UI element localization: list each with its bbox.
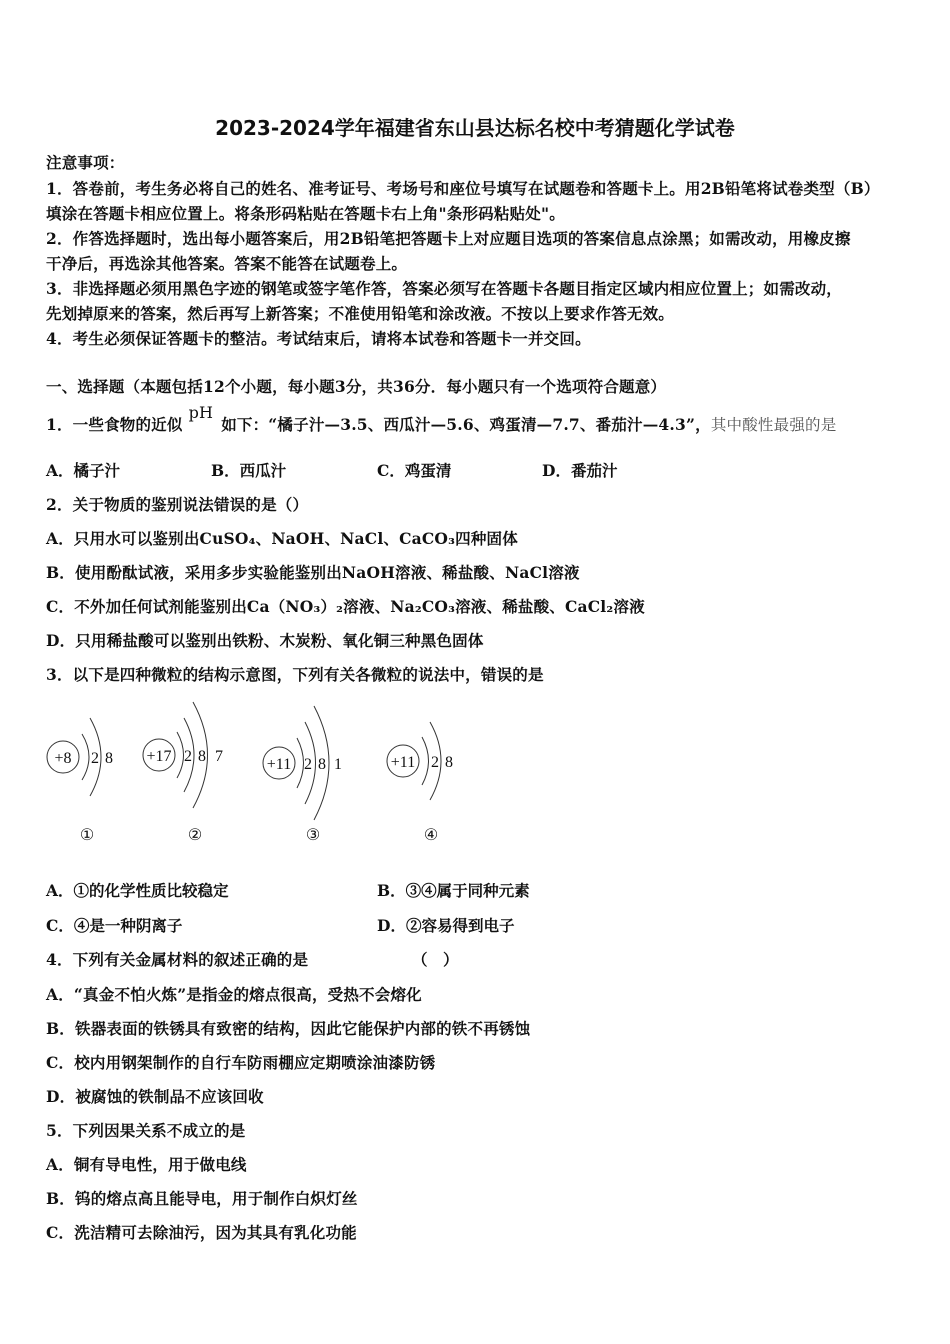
shell-electrons: 2 — [184, 748, 192, 765]
q2-option-d: D．只用稀盐酸可以鉴别出铁粉、木炭粉、氧化铜三种黑色固体 — [46, 631, 484, 650]
shell-electrons: 8 — [198, 748, 206, 765]
shell-electrons: 8 — [105, 750, 113, 767]
notice-line: 先划掉原来的答案，然后再写上新答案；不准使用铅笔和涂改液。不按以上要求作答无效。 — [46, 304, 675, 323]
particle-label: ② — [187, 827, 203, 844]
question-5-stem: 5．下列因果关系不成立的是 — [46, 1121, 246, 1140]
q3-option-d: D．②容易得到电子 — [377, 916, 515, 935]
q1-stem-c: 其中酸性最强的是 — [710, 416, 837, 434]
q3-option-c: C．④是一种阴离子 — [46, 916, 183, 935]
ph-symbol: pH — [188, 403, 214, 422]
q1-stem-a: 1．一些食物的近似 — [46, 415, 183, 434]
nucleus-charge: +8 — [54, 750, 72, 767]
question-3-stem: 3．以下是四种微粒的结构示意图，下列有关各微粒的说法中，错误的是 — [46, 665, 544, 684]
q5-option-b: B．钨的熔点高且能导电，用于制作白炽灯丝 — [46, 1189, 358, 1208]
q2-option-c: C．不外加任何试剂能鉴别出Ca（NO₃）₂溶液、Na₂CO₃溶液、稀盐酸、CaCl₂溶液 — [46, 597, 645, 616]
q1-option-a: A．橘子汁 — [46, 461, 121, 480]
page-title: 2023-2024学年福建省东山县达标名校中考猜题化学试卷 — [215, 116, 735, 140]
notice-line: 1．答卷前，考生务必将自己的姓名、准考证号、考场号和座位号填写在试题卷和答题卡上。用2B铅笔将试卷类型（B） — [46, 179, 880, 198]
shell-electrons: 7 — [215, 748, 223, 765]
q4-option-b: B．铁器表面的铁锈具有致密的结构，因此它能保护内部的铁不再锈蚀 — [46, 1019, 531, 1038]
particle-2-diagram — [143, 702, 223, 844]
particle-label: ④ — [423, 827, 439, 844]
q4-answer-blank: （ ） — [412, 950, 459, 969]
notice-heading: 注意事项： — [46, 153, 125, 172]
particle-label: ③ — [305, 827, 321, 844]
nucleus-charge: +11 — [266, 756, 292, 773]
section-heading: 一、选择题（本题包括12个小题，每小题3分，共36分．每小题只有一个选项符合题意） — [46, 377, 667, 396]
notice-line: 4．考生必须保证答题卡的整洁。考试结束后，请将本试卷和答题卡一并交回。 — [46, 329, 591, 348]
shell-electrons: 8 — [318, 756, 326, 773]
q2-option-a: A．只用水可以鉴别出CuSO₄、NaOH、NaCl、CaCO₃四种固体 — [46, 529, 518, 548]
q3-option-a: A．①的化学性质比较稳定 — [46, 881, 229, 900]
question-2-stem: 2．关于物质的鉴别说法错误的是（） — [46, 495, 309, 514]
shell-electrons: 1 — [334, 756, 342, 773]
shell-electrons: 2 — [304, 756, 312, 773]
q2-option-b: B．使用酚酞试液，采用多步实验能鉴别出NaOH溶液、稀盐酸、NaCl溶液 — [46, 563, 580, 582]
particle-3-diagram — [263, 706, 342, 844]
question-4-stem: 4．下列有关金属材料的叙述正确的是 — [46, 950, 309, 969]
notice-line: 3．非选择题必须用黑色字迹的钢笔或签字笔作答，答案必须写在答题卡各题目指定区域内相应位置上；如需改动， — [46, 279, 842, 298]
q1-option-b: B．西瓜汁 — [211, 461, 287, 480]
notice-line: 2．作答选择题时，选出每小题答案后，用2B铅笔把答题卡上对应题目选项的答案信息点涂黑；如需改动，用橡皮擦 — [46, 229, 851, 248]
q1-stem-b: 如下：“橘子汁—3.5、西瓜汁—5.6、鸡蛋清—7.7、番茄汁—4.3”， — [221, 415, 711, 434]
particle-1-diagram — [47, 718, 113, 844]
q4-option-c: C．校内用钢架制作的自行车防雨棚应定期喷涂油漆防锈 — [46, 1053, 436, 1072]
q4-option-a: A．“真金不怕火炼”是指金的熔点很高，受热不会熔化 — [46, 985, 422, 1004]
particle-4-diagram — [387, 722, 453, 844]
shell-electrons: 8 — [445, 754, 453, 771]
atom-structure-diagrams — [0, 690, 480, 850]
particle-label: ① — [79, 827, 95, 844]
nucleus-charge: +11 — [390, 754, 416, 771]
nucleus-charge: +17 — [146, 748, 172, 765]
q3-option-b: B．③④属于同种元素 — [377, 881, 530, 900]
notice-line: 干净后，再选涂其他答案。答案不能答在试题卷上。 — [46, 254, 408, 273]
q5-option-a: A．铜有导电性，用于做电线 — [46, 1155, 247, 1174]
question-1-stem — [46, 403, 837, 435]
shell-electrons: 2 — [431, 754, 439, 771]
q4-option-d: D．被腐蚀的铁制品不应该回收 — [46, 1087, 264, 1106]
notice-line: 填涂在答题卡相应位置上。将条形码粘贴在答题卡右上角"条形码粘贴处"。 — [46, 204, 565, 223]
q1-option-d: D．番茄汁 — [542, 461, 618, 480]
q5-option-c: C．洗洁精可去除油污，因为其具有乳化功能 — [46, 1223, 357, 1242]
shell-electrons: 2 — [91, 750, 99, 767]
q1-option-c: C．鸡蛋清 — [377, 461, 452, 480]
